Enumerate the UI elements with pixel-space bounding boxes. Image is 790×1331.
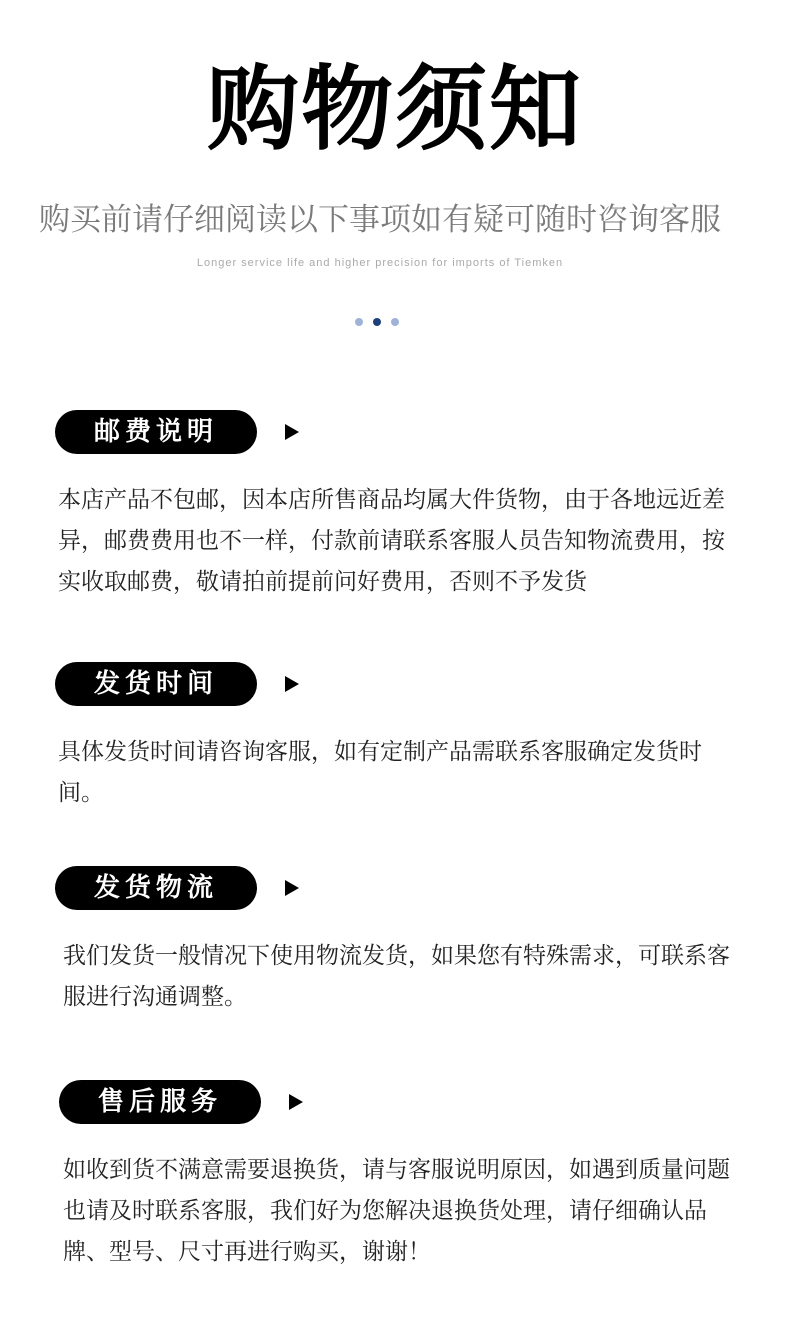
page-indicator <box>355 318 405 328</box>
section-heading: 售后服务 <box>59 1080 261 1124</box>
english-tagline: Longer service life and higher precision for imports of Tiemken <box>196 257 564 269</box>
section-heading: 发货时间 <box>55 662 257 706</box>
indicator-dot <box>391 318 399 326</box>
page-title: 购物须知 <box>206 56 583 163</box>
play-arrow-icon <box>285 676 299 692</box>
section-text: 具体发货时间请咨询客服，如有定制产品需联系客服确定发货时间。 <box>58 739 702 806</box>
section-text: 如收到货不满意需要退换货，请与客服说明原因，如遇到质量问题也请及时联系客服，我们好为您解决退换货处理，请仔细确认品牌、型号、尺寸再进行购买，谢谢！ <box>63 1157 730 1265</box>
indicator-dot <box>355 318 363 326</box>
section-heading: 邮费说明 <box>55 410 257 454</box>
play-arrow-icon <box>285 424 299 440</box>
section-text: 我们发货一般情况下使用物流发货，如果您有特殊需求，可联系客服进行沟通调整。 <box>63 943 730 1010</box>
section-heading: 发货物流 <box>55 866 257 910</box>
play-arrow-icon <box>289 1094 303 1110</box>
play-arrow-icon <box>285 880 299 896</box>
section-text: 本店产品不包邮，因本店所售商品均属大件货物，由于各地远近差异，邮费费用也不一样，付款前请联系客服人员告知物流费用，按实收取邮费，敬请拍前提前问好费用，否则不予发货 <box>58 487 725 595</box>
indicator-dot-active <box>373 318 381 326</box>
page-subtitle: 购买前请仔细阅读以下事项如有疑可随时咨询客服 <box>39 202 721 238</box>
